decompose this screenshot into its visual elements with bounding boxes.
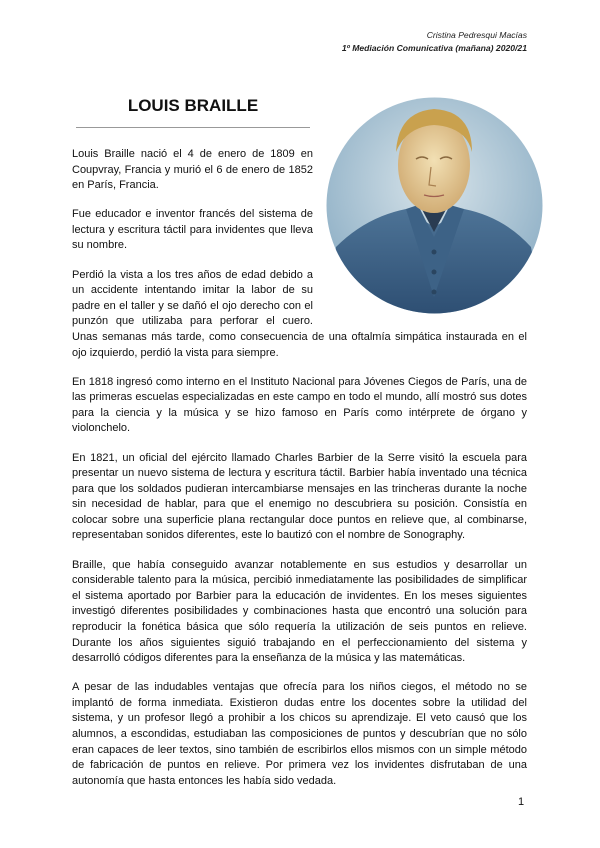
title-underline [76, 127, 310, 128]
paragraph-blindness: Perdió la vista a los tres años de edad debido a un accidente intentando imitar la labor de su padre en el taller y se dañó el ojo derecho con el punzón que utilizaba para perforar el cuero. Unas semanas más tarde, como consecuencia de una oftalmía simpática instaurada en el ojo izquierdo, perdió la vista para siempre. [72, 268, 527, 359]
header-course: 1º Mediación Comunicativa (mañana) 2020/21 [341, 43, 527, 53]
document-body [72, 147, 527, 803]
paragraph-inventor: Fue educador e inventor francés del sistema de lectura y escritura táctil para invidentes que lleva su nombre. [72, 208, 313, 252]
paragraph-institute: En 1818 ingresó como interno en el Instituto Nacional para Jóvenes Ciegos de París, una de las primeras escuelas especializadas en este campo en todo el mundo, allí mostró sus dotes para la ciencia y la música y se hizo famoso en París como intérprete de órgano y violonchelo. [72, 375, 527, 435]
page-header [342, 29, 527, 55]
paragraph-birth: Louis Braille nació el 4 de enero de 1809 en Coupvray, Francia y murió el 6 de enero de 1852 en París, Francia. [72, 148, 313, 192]
paragraph-adoption: A pesar de las indudables ventajas que ofrecía para los niños ciegos, el método no se implantó de forma inmediata. Existieron dudas entre los docentes sobre la utilidad del sistema, y un profesor llegó a prohibir a los chicos su aprendizaje. El veto causó que los alumnos, a escondidas, estudiaban las composiciones de puntos y descubrían que no sólo eran capaces de leer textos, sino también de escribirlos ellos mismos con un simple método de fabricación de puntos en relieve. Por primera vez los invidentes disfrutaban de una autonomía que hasta entonces les había sido vedada. [72, 681, 527, 787]
header-author: Cristina Pedresqui Macías [426, 30, 527, 40]
paragraph-invention: Braille, que había conseguido avanzar notablemente en sus estudios y desarrollar un considerable talento para la música, percibió inmediatamente las posibilidades de simplificar el sistema aportado por Barbier para la educación de invidentes. En los meses siguientes investigó diferentes posibilidades y combinaciones hasta que encontró una solución para reproducir la fonética básica que sólo requería la utilización de seis puntos en relieve. Durante los años siguientes siguió trabajando en el perfeccionamiento del sistema y desarrolló códigos diferentes para la enseñanza de la música y las matemáticas. [72, 558, 527, 665]
page-number: 1 [518, 796, 525, 808]
page-title: LOUIS BRAILLE [127, 96, 259, 115]
paragraph-barbier: En 1821, un oficial del ejército llamado Charles Barbier de la Serre visitó la escuela para presentar un nuevo sistema de lectura y escritura táctil. Barbier había inventado una técnica para que los soldados pudieran intercambiarse mensajes en las trincheras durante la noche sin necesidad de hablar, para que el enemigo no descubriera su posición. Consistía en colocar sobre una superficie plana rectangular doce puntos en relieve que, al combinarse, representaban sonidos diferentes, este lo bautizó con el nombre de Sonography. [72, 451, 527, 542]
